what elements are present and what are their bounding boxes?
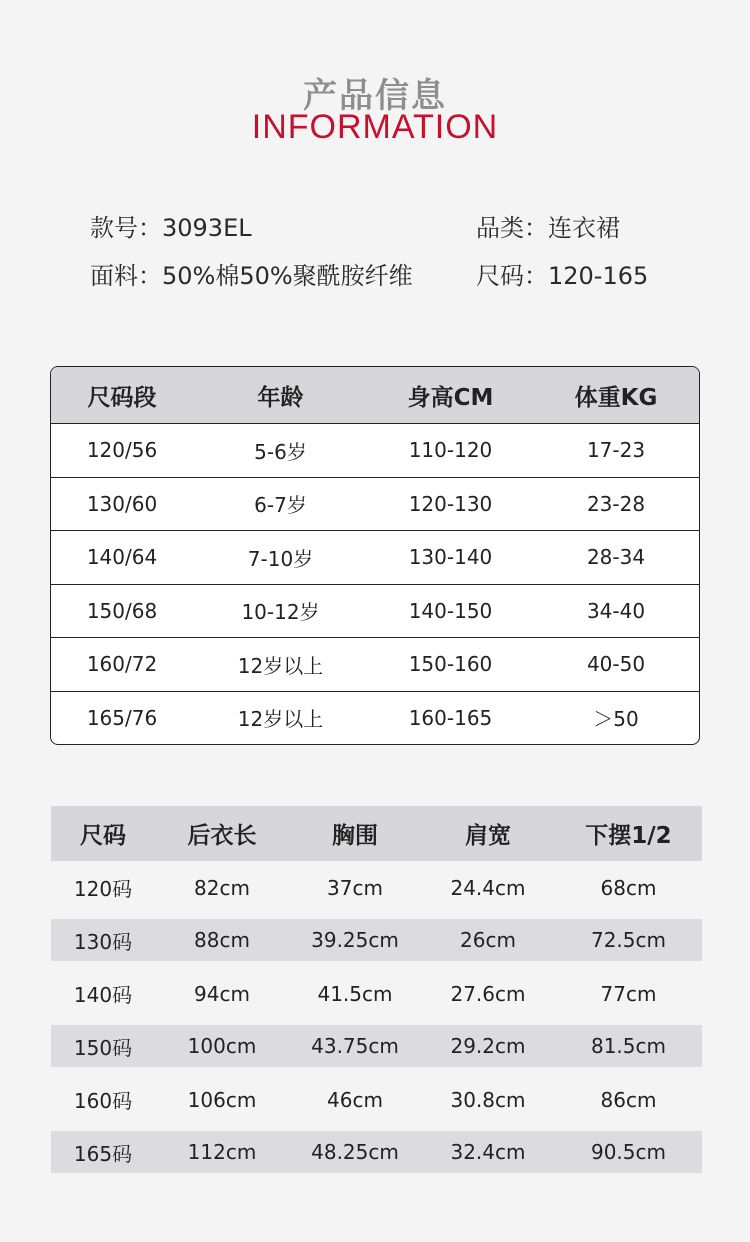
table-header-cell: 尺码 <box>80 823 126 849</box>
table-cell: 43.75cm <box>311 1034 399 1058</box>
table-cell: 77cm <box>600 981 657 1006</box>
table-row <box>51 477 699 531</box>
category-label: 品类： <box>476 214 548 242</box>
table-cell: 150-160 <box>408 652 493 677</box>
table-cell: 24.4cm <box>450 875 526 900</box>
table-row <box>51 919 702 961</box>
table-row <box>51 530 699 584</box>
measurement-table <box>51 806 702 1179</box>
table-cell: 81.5cm <box>590 1034 666 1058</box>
page-title-cn: 产品信息 <box>303 76 447 116</box>
table-cell: 5-6岁 <box>254 439 307 464</box>
table-cell: 12岁以上 <box>237 653 324 678</box>
table-cell: 40-50 <box>586 652 646 677</box>
table-header-cell: 体重KG <box>574 384 658 411</box>
table-header-cell: 年龄 <box>257 384 304 411</box>
table-cell: 110-120 <box>408 438 493 463</box>
table-cell: 120码 <box>73 877 133 901</box>
table-cell: 34-40 <box>586 598 646 623</box>
table-row <box>51 584 699 638</box>
table-cell: 150码 <box>73 1035 133 1060</box>
table-row <box>51 1073 702 1126</box>
table-cell: 160/72 <box>86 652 158 677</box>
table-cell: 88cm <box>194 928 250 952</box>
table-cell: 100cm <box>187 1034 257 1058</box>
table-cell: 120-130 <box>408 491 493 516</box>
table-cell: 28-34 <box>586 545 646 570</box>
size-guide-header-row <box>51 367 699 423</box>
table-cell: 140/64 <box>86 545 158 570</box>
measurement-header-row <box>51 806 702 861</box>
table-cell: 130/60 <box>86 491 158 516</box>
table-cell: 140-150 <box>408 598 493 623</box>
table-cell: 6-7岁 <box>254 493 307 518</box>
table-cell: 17-23 <box>586 438 646 463</box>
table-cell: 94cm <box>194 981 250 1006</box>
table-cell: 106cm <box>187 1087 257 1112</box>
table-cell: 41.5cm <box>317 981 393 1006</box>
table-cell: 46cm <box>327 1087 383 1112</box>
table-cell: 112cm <box>187 1140 257 1164</box>
table-cell: 150/68 <box>86 598 158 623</box>
table-header-cell: 下摆1/2 <box>585 823 672 849</box>
table-row <box>51 637 699 691</box>
table-cell: 7-10岁 <box>247 546 314 571</box>
table-cell: 30.8cm <box>450 1087 526 1112</box>
table-header-cell: 胸围 <box>332 823 378 849</box>
table-header-cell: 尺码段 <box>87 384 157 411</box>
table-cell: 160-165 <box>408 705 493 730</box>
table-cell: 82cm <box>194 875 250 900</box>
table-row <box>51 691 699 745</box>
table-header-cell: 身高CM <box>407 384 494 411</box>
style-number-value: 3093EL <box>162 214 252 242</box>
fabric-label: 面料： <box>90 262 162 290</box>
table-cell: 140码 <box>73 983 133 1007</box>
table-cell: 32.4cm <box>450 1140 526 1164</box>
style-number <box>90 208 252 243</box>
table-row <box>51 1025 702 1067</box>
table-cell: 37cm <box>327 875 383 900</box>
size-guide-table <box>50 366 700 745</box>
table-cell: 68cm <box>600 875 657 900</box>
table-cell: 10-12岁 <box>241 600 320 625</box>
page-title-en: INFORMATION <box>251 108 499 146</box>
table-cell: 130-140 <box>408 545 493 570</box>
table-cell: 130码 <box>73 929 133 954</box>
table-cell: 120/56 <box>86 438 158 463</box>
table-cell: 72.5cm <box>590 928 666 952</box>
table-cell: 160码 <box>73 1089 133 1113</box>
table-row <box>51 861 702 914</box>
table-cell: 90.5cm <box>590 1140 666 1164</box>
table-header-cell: 后衣长 <box>187 823 257 849</box>
table-cell: 48.25cm <box>311 1140 399 1164</box>
table-row <box>51 967 702 1020</box>
table-row <box>51 423 699 477</box>
category-value: 连衣裙 <box>548 214 620 242</box>
table-cell: 27.6cm <box>450 981 526 1006</box>
table-cell: 165码 <box>73 1141 133 1166</box>
style-number-label: 款号： <box>90 214 162 242</box>
table-cell: 165/76 <box>86 705 158 730</box>
table-row <box>51 1131 702 1173</box>
table-cell: 12岁以上 <box>237 707 324 732</box>
fabric <box>90 256 413 291</box>
table-cell: 23-28 <box>586 491 646 516</box>
fabric-value: 50%棉50%聚酰胺纤维 <box>162 262 413 290</box>
category <box>476 208 620 243</box>
table-cell: 86cm <box>600 1087 657 1112</box>
size-range <box>476 256 648 291</box>
table-cell: 39.25cm <box>311 928 399 952</box>
size-range-label: 尺码： <box>476 262 548 290</box>
table-cell: 26cm <box>460 928 516 952</box>
table-cell: ＞50 <box>593 707 639 732</box>
size-range-value: 120-165 <box>548 262 649 290</box>
table-cell: 29.2cm <box>450 1034 526 1058</box>
table-header-cell: 肩宽 <box>465 823 511 849</box>
